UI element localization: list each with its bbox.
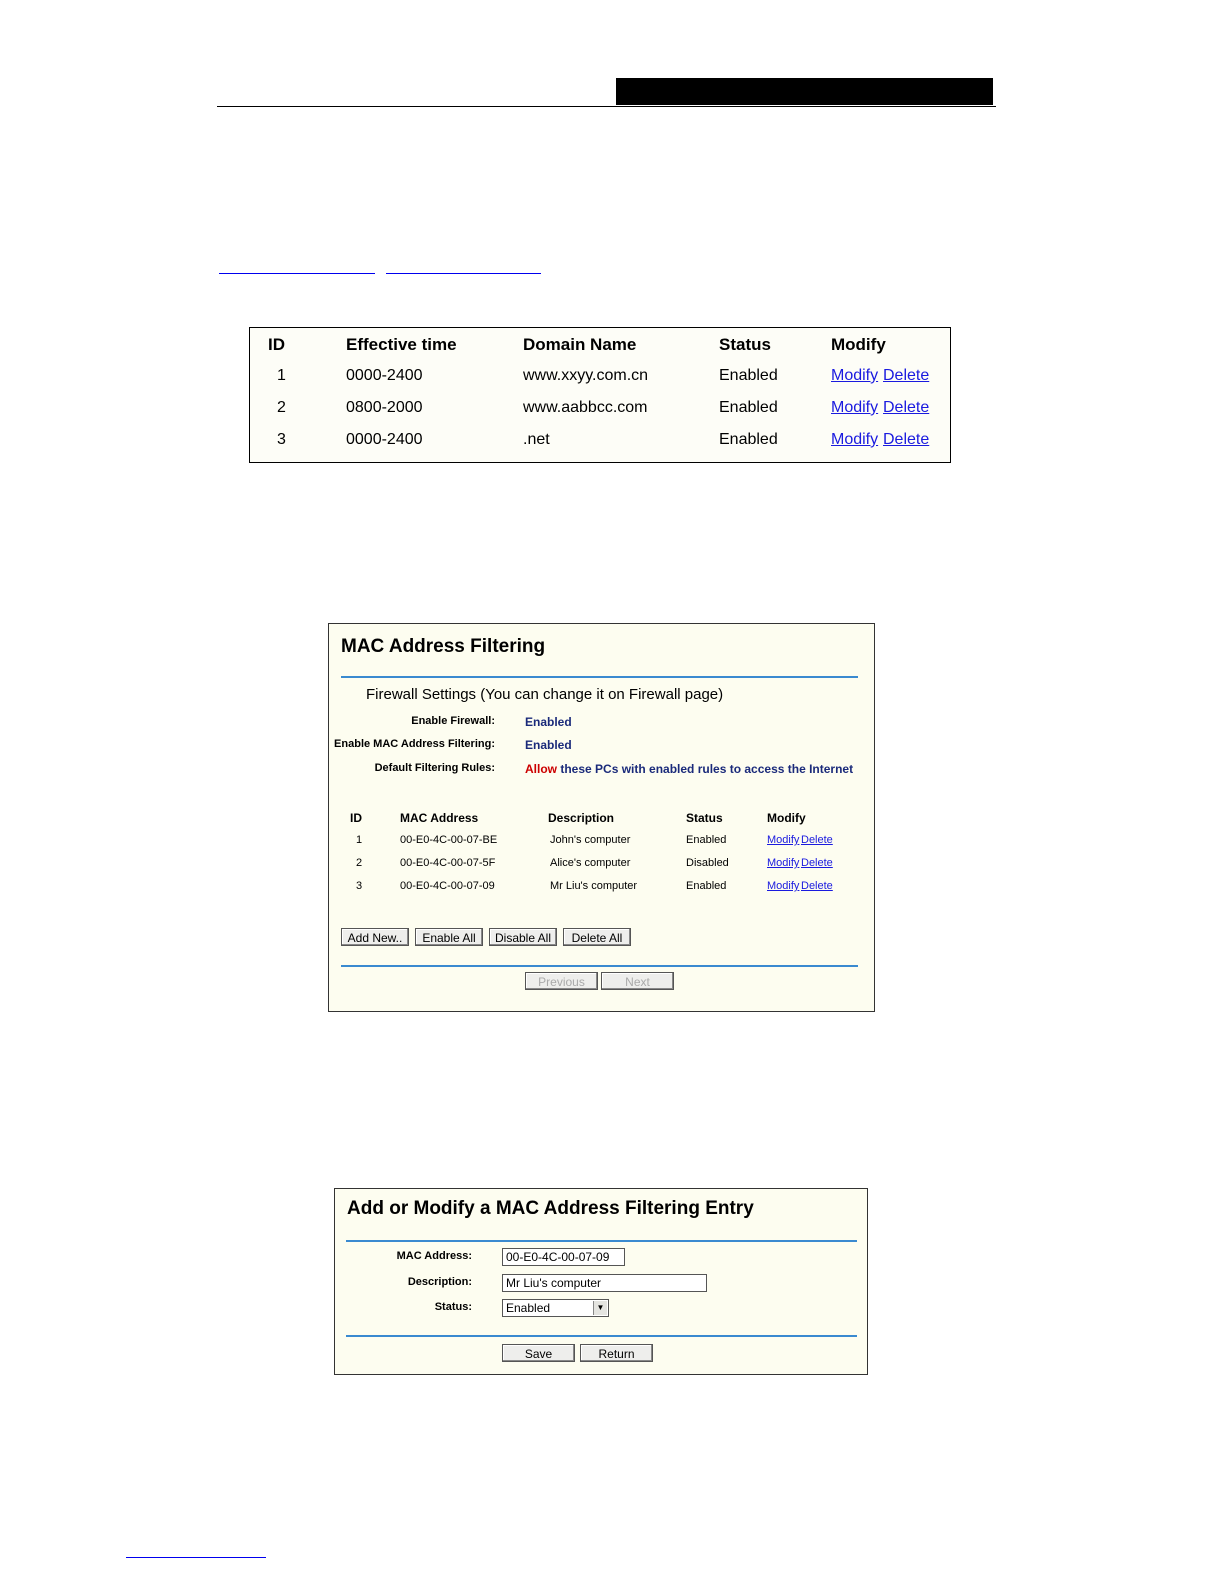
- row-domain: www.aabbcc.com: [523, 399, 648, 416]
- bottom-rule: [346, 1335, 857, 1337]
- previous-button[interactable]: Previous: [525, 972, 598, 990]
- add-new-button[interactable]: Add New..: [341, 928, 409, 946]
- row-description: John's computer: [550, 834, 631, 846]
- footer-link-underline[interactable]: [126, 1557, 266, 1558]
- row-time: 0800-2000: [346, 399, 423, 416]
- form-title: Add or Modify a MAC Address Filtering Entry: [347, 1198, 754, 1219]
- panel-title: MAC Address Filtering: [341, 636, 546, 657]
- title-rule: [346, 1240, 857, 1242]
- row-domain: .net: [523, 431, 550, 448]
- row-mac: 00-E0-4C-00-07-5F: [400, 857, 496, 869]
- header-bar: [616, 78, 993, 105]
- status-label: Status:: [434, 1301, 472, 1313]
- header-status: Status: [719, 335, 771, 354]
- delete-link[interactable]: Delete: [801, 857, 833, 869]
- link-underline[interactable]: [386, 273, 541, 274]
- row-id: 3: [277, 431, 286, 448]
- enable-firewall-label: Enable Firewall:: [411, 715, 495, 727]
- delete-link[interactable]: Delete: [801, 880, 833, 892]
- delete-link[interactable]: Delete: [883, 399, 930, 416]
- modify-link[interactable]: Modify: [767, 857, 800, 869]
- delete-link[interactable]: Delete: [801, 834, 833, 846]
- header-domain-name: Domain Name: [523, 335, 637, 354]
- default-rules-value: [525, 762, 853, 776]
- disable-all-button[interactable]: Disable All: [489, 928, 557, 946]
- enable-all-button[interactable]: Enable All: [415, 928, 483, 946]
- row-status: Enabled: [719, 431, 778, 448]
- row-id: 2: [277, 399, 286, 416]
- enable-mac-filtering-value: Enabled: [525, 738, 572, 752]
- row-status: Disabled: [686, 857, 729, 869]
- row-id: 3: [356, 880, 363, 892]
- enable-mac-filtering-label: Enable MAC Address Filtering:: [334, 738, 495, 750]
- delete-link[interactable]: Delete: [883, 431, 930, 448]
- title-rule: [341, 676, 858, 678]
- description-input[interactable]: [502, 1274, 707, 1292]
- description-label: Description:: [407, 1276, 472, 1288]
- link-underline[interactable]: [219, 273, 375, 274]
- status-selected-value: Enabled: [506, 1301, 551, 1315]
- row-status: Enabled: [686, 834, 727, 846]
- mac-address-label: MAC Address:: [396, 1250, 472, 1262]
- default-rules-text: these PCs with enabled rules to access the Internet: [560, 762, 854, 776]
- row-id: 1: [277, 367, 286, 384]
- row-status: Enabled: [719, 367, 778, 384]
- modify-link[interactable]: Modify: [767, 834, 800, 846]
- save-button[interactable]: Save: [502, 1344, 575, 1362]
- row-mac: 00-E0-4C-00-07-BE: [400, 834, 498, 846]
- header-rule: [217, 106, 996, 107]
- bottom-rule: [341, 965, 858, 967]
- delete-all-button[interactable]: Delete All: [563, 928, 631, 946]
- header-effective-time: Effective time: [346, 335, 457, 354]
- allow-keyword: Allow: [525, 762, 557, 776]
- row-time: 0000-2400: [346, 367, 423, 384]
- domain-filter-table: [249, 327, 951, 463]
- row-description: Alice's computer: [550, 857, 631, 869]
- row-id: 1: [356, 834, 363, 846]
- entry-form-panel: [334, 1188, 868, 1375]
- default-rules-label: Default Filtering Rules:: [374, 762, 495, 774]
- row-description: Mr Liu's computer: [550, 880, 638, 892]
- modify-link[interactable]: Modify: [831, 431, 879, 448]
- next-button[interactable]: Next: [601, 972, 674, 990]
- delete-link[interactable]: Delete: [883, 367, 930, 384]
- row-id: 2: [356, 857, 363, 869]
- enable-firewall-value: Enabled: [525, 715, 572, 729]
- modify-link[interactable]: Modify: [767, 880, 800, 892]
- firewall-heading: Firewall Settings (You can change it on Firewall page): [366, 686, 724, 703]
- header-status: Status: [686, 811, 723, 825]
- row-status: Enabled: [686, 880, 727, 892]
- row-status: Enabled: [719, 399, 778, 416]
- header-mac-address: MAC Address: [400, 811, 479, 825]
- header-description: Description: [548, 811, 615, 825]
- status-select[interactable]: [502, 1299, 609, 1317]
- chevron-down-icon[interactable]: ▼: [593, 1301, 607, 1315]
- row-mac: 00-E0-4C-00-07-09: [400, 880, 495, 892]
- header-id: ID: [268, 335, 285, 354]
- header-modify: Modify: [831, 335, 886, 354]
- row-time: 0000-2400: [346, 431, 423, 448]
- return-button[interactable]: Return: [580, 1344, 653, 1362]
- mac-address-input[interactable]: [502, 1248, 625, 1266]
- modify-link[interactable]: Modify: [831, 399, 879, 416]
- header-modify: Modify: [767, 811, 806, 825]
- mac-filtering-panel: [328, 623, 875, 1012]
- modify-link[interactable]: Modify: [831, 367, 879, 384]
- row-domain: www.xxyy.com.cn: [523, 367, 649, 384]
- header-id: ID: [350, 811, 362, 825]
